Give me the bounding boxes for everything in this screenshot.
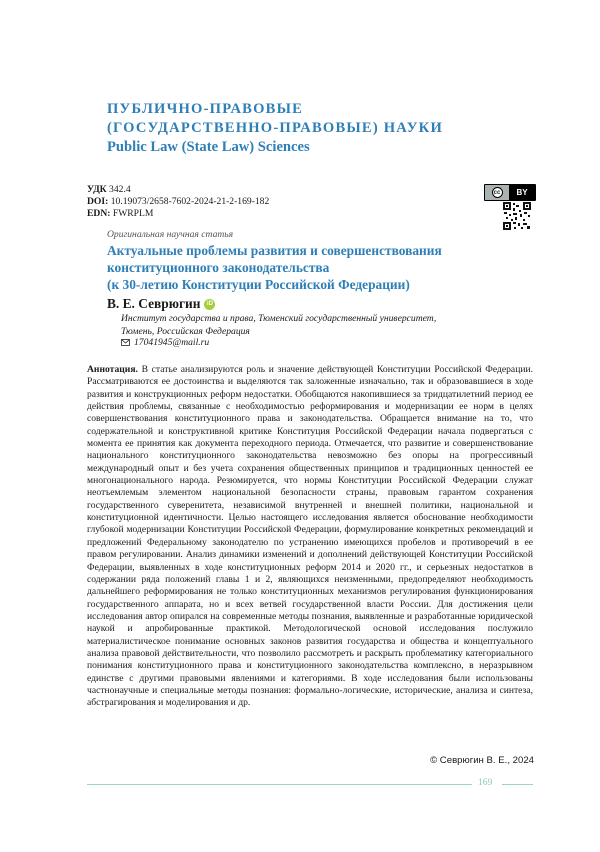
article-title-line3: (к 30-летию Конституции Российской Федерации) (107, 277, 410, 292)
cc-logo: cc (492, 187, 503, 198)
article-title-line1: Актуальные проблемы развития и совершенствования (107, 243, 442, 258)
edn-value: FWRPLM (112, 208, 154, 219)
edn-label: EDN: (87, 208, 111, 219)
udk-label: УДК (87, 184, 107, 195)
author-affiliation (121, 312, 461, 338)
cc-icon (485, 185, 509, 200)
section-title-ru-line1: ПУБЛИЧНО-ПРАВОВЫЕ (107, 101, 304, 117)
article-metadata (87, 184, 269, 220)
cc-by-license-badge[interactable] (484, 184, 536, 201)
copyright-notice: © Севрюгин В. Е., 2024 (430, 755, 534, 766)
abstract (87, 364, 533, 710)
cc-by-label: BY (516, 188, 528, 197)
envelope-icon (121, 339, 130, 346)
email-link[interactable]: 17041945@mail.ru (134, 337, 210, 348)
footer-divider (87, 784, 533, 785)
section-title-ru-line2: (ГОСУДАРСТВЕННО-ПРАВОВЫЕ) НАУКИ (107, 120, 443, 136)
orcid-icon[interactable]: iD (204, 299, 215, 310)
article-title-line2: конституционного законодательства (107, 260, 330, 275)
abstract-text: В статье анализируются роль и значение действующей Конституции Российской Федерации. Рассматриваются ее достоинства и выделяются так заложенные изначально, так и образовавшиеся в ходе развития и конструкционных реформ недостатки. Обобщаются накопившиеся за тридцатилетний период ее действия проблемы, связанные с необходимостью реформирования и модернизации ее норм в целях совершенствования конституционного права и законодательства. Обращается внимание на то, что содержательной и конструктивной критике Конституция Российской Федерации начала подвергаться с момента ее принятия как документа переходного периода. Отмечается, что развитие и совершенствование национального конституционного законодательства невозможно без опоры на прогрессивный международный опыт и без учета сохранения общественных принципов и традиционных ценностей ее многонационального народа. Резюмируется, что нормы Конституции Российской Федерации служат неотъемлемым элементом национальной безопасности страны, правовым гарантом сохранения государственного суверенитета, независимой внутренней и внешней политики, национальной и конституционной идентичности. Целью настоящего исследования является обоснование необходимости глубокой модернизации Конституции Российской Федерации, формулирование конкретных рекомендаций и предложений Федеральному законодателю по устранению имеющихся пробелов и противоречий в ее правом регулировании. Анализ динамики изменений и дополнений действующей Конституции Российской Федерации, выявленных в ходе конституционных реформ 2014 и 2020 гг., и серьезных недостатков в содержании ряда положений главы 1 и 2, являющихся неизменными, предопределяют необходимость дальнейшего реформирования не только конституционных механизмов регулирования функционирования государственного аппарата, но и всех ветвей государственной власти России. Для достижения цели исследования автор опирался на современные методы познания, выявленные и разработанные юридической наукой и апробированные практикой. Методологической основой исследования послужило материалистическое понимание основных законов развития государства и общества и концептуального анализа правовой действительности, что позволило рассмотреть и раскрыть проблематику категориального понимания конституционного права и конституционного законодательства комплексно, в неразрывном единстве с другими правовыми явлениями и категориями. В ходе исследования были использованы частнонаучные и специальные методы познания: формально-логические, исторические, анализа и синтеза, абстрагирования и моделирования и др. (87, 364, 533, 709)
author-email (121, 337, 209, 348)
section-title-en: Public Law (State Law) Sciences (107, 139, 310, 155)
doi-label: DOI: (87, 196, 109, 207)
qr-code-icon[interactable] (503, 202, 531, 230)
affiliation-line1: Институт государства и права, Тюменский государственный университет, (121, 313, 437, 324)
author-name: В. Е. Севрюгин (107, 296, 201, 311)
abstract-label: Аннотация. (87, 364, 138, 375)
page-number: 169 (478, 777, 493, 788)
author-line (107, 296, 215, 312)
affiliation-line2: Тюмень, Российская Федерация (121, 326, 250, 337)
section-heading (107, 100, 507, 157)
article-title (107, 242, 487, 293)
article-type: Оригинальная научная статья (107, 229, 234, 240)
doi-value[interactable]: 10.19073/2658-7602-2024-21-2-169-182 (110, 196, 270, 207)
udk-value: 342.4 (109, 184, 131, 195)
